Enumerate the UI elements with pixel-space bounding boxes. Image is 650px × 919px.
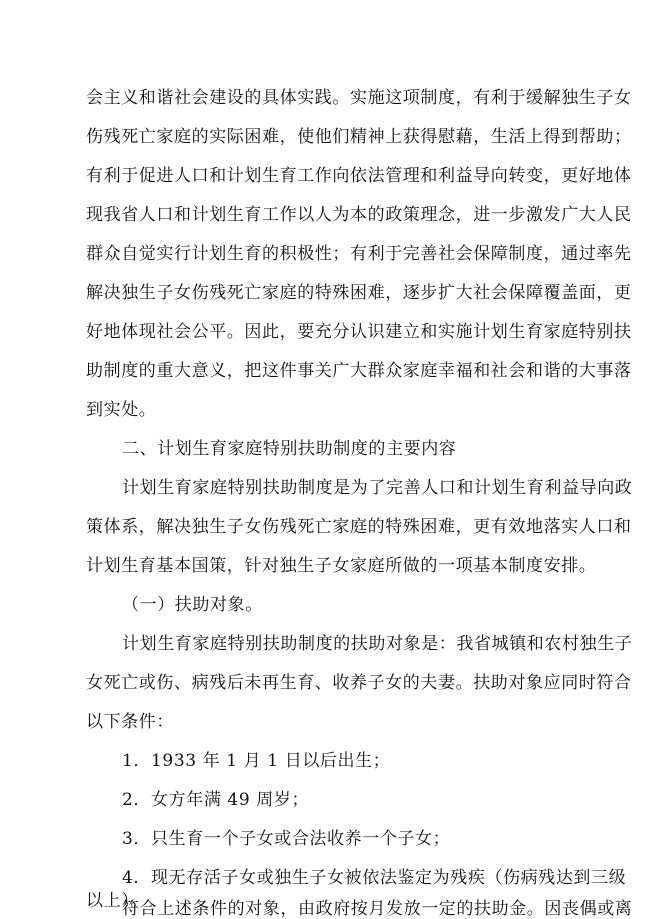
text-line: 会主义和谐社会建设的具体实践。实施这项制度，有利于缓解独生子女 [86, 88, 632, 108]
text-line: 好地体现社会公平。因此，要充分认识建立和实施计划生育家庭特别扶 [86, 322, 632, 342]
text-line: 到实处。 [86, 400, 157, 420]
subsection-heading: （一）扶助对象。 [122, 595, 263, 615]
text-line: 女死亡或伤、病残后未再生育、收养子女的夫妻。扶助对象应同时符合 [86, 673, 632, 693]
list-item: 2．女方年满 49 周岁； [122, 790, 310, 810]
text-line: 解决独生子女伤残死亡家庭的特殊困难，逐步扩大社会保障覆盖面，更 [86, 283, 632, 303]
list-item: 1．1933 年 1 月 1 日以后出生； [122, 751, 391, 771]
list-item: 3．只生育一个子女或合法收养一个子女； [122, 829, 451, 849]
text-line: 现我省人口和计划生育工作以人为本的政策理念，进一步激发广大人民 [86, 205, 632, 225]
text-line: 伤残死亡家庭的实际困难，使他们精神上获得慰藉，生活上得到帮助； [86, 127, 632, 147]
text-line: 计划生育基本国策，针对独生子女家庭所做的一项基本制度安排。 [86, 556, 597, 576]
text-line: 以下条件： [86, 712, 174, 732]
text-line: 计划生育家庭特别扶助制度的扶助对象是：我省城镇和农村独生子 [122, 634, 633, 654]
text-line: 有利于促进人口和计划生育工作向依法管理和利益导向转变，更好地体 [86, 166, 632, 186]
text-line: 助制度的重大意义，把这件事关广大群众家庭幸福和社会和谐的大事落 [86, 361, 632, 381]
list-item: 4．现无存活子女或独生子女被依法鉴定为残疾（伤病残达到三级 [122, 868, 627, 888]
text-line: 计划生育家庭特别扶助制度是为了完善人口和计划生育利益导向政 [122, 478, 633, 498]
text-line: 群众自觉实行计划生育的积极性；有利于完善社会保障制度，通过率先 [86, 244, 632, 264]
text-line: 以上）。 [86, 891, 148, 911]
text-line: 符合上述条件的对象，由政府按月发放一定的扶助金。因丧偶或离 [122, 899, 633, 919]
section-heading: 二、计划生育家庭特别扶助制度的主要内容 [122, 439, 457, 459]
text-line: 策体系，解决独生子女伤残死亡家庭的特殊困难，更有效地落实人口和 [86, 517, 632, 537]
